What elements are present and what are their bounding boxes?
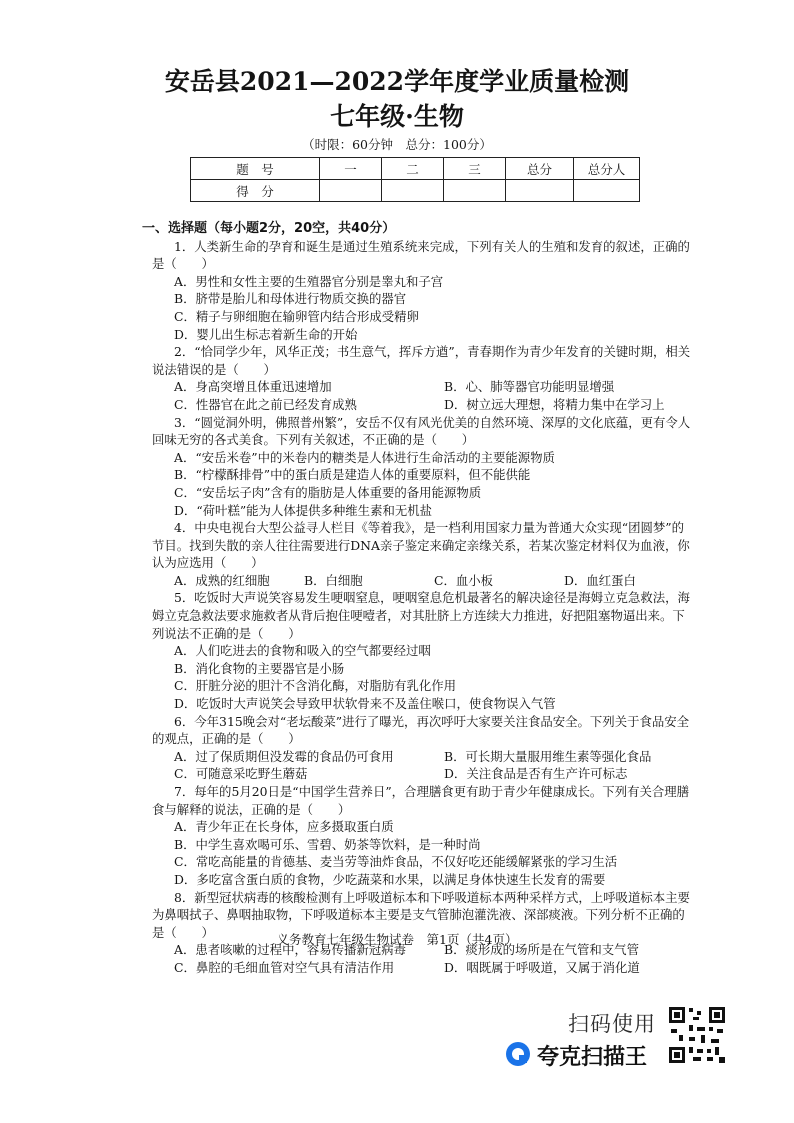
score-value-cell: [444, 180, 506, 202]
option-row: [152, 959, 692, 977]
option-b: B．“柠檬酥排骨”中的蛋白质是建造人体的重要原料，但不能供能: [174, 467, 531, 483]
option-c: C．常吃高能量的肯德基、麦当劳等油炸食品，不仅好吃还能缓解紧张的学习生活: [174, 854, 618, 870]
option-row: [152, 378, 692, 396]
option-d: D．婴儿出生标志着新生命的开始: [174, 326, 358, 342]
option-d: D．关注食品是否有生产许可标志: [444, 766, 628, 782]
score-header-cell: 三: [444, 158, 506, 180]
section-title: 一、选择题（每小题2分，20空，共40分）: [142, 221, 396, 236]
score-table: [190, 157, 640, 202]
option-row: [152, 748, 692, 766]
option-c: C．“安岳坛子肉”含有的脂肪是人体重要的备用能源物质: [174, 484, 482, 500]
option-b: B．消化食物的主要器官是小肠: [174, 660, 345, 676]
option-row: [152, 572, 692, 590]
question-4: [152, 519, 692, 589]
question-stem: 7．每年的5月20日是“中国学生营养日”，合理膳食更有助于青少年健康成长。下列有关合理膳食与解释的说法，正确的是（ ）: [152, 784, 690, 817]
question-6: [152, 713, 692, 783]
option-a: A．男性和女性主要的生殖器官分别是睾丸和子宫: [174, 273, 444, 289]
score-value-cell: [319, 180, 381, 202]
score-value-cell: [573, 180, 639, 202]
option-a: A．患者咳嗽的过程中，容易传播新冠病毒: [174, 942, 406, 958]
score-value-cell: 得 分: [191, 180, 320, 202]
option-c: C．可随意采吃野生蘑菇: [174, 766, 308, 782]
question-1: [152, 238, 692, 344]
exam-title: 安岳县2021—2022学年度学业质量检测: [164, 67, 630, 96]
score-header-cell: 总分: [506, 158, 574, 180]
quark-logo-icon: [505, 1041, 531, 1071]
option-d: D．咽既属于呼吸道，又属于消化道: [444, 959, 640, 975]
question-stem: 6．今年315晚会对“老坛酸菜”进行了曝光，再次呼吁大家要关注食品安全。下列关于食品安全的观点，正确的是（ ）: [152, 713, 690, 747]
question-5: [152, 589, 692, 712]
score-header-cell: 二: [382, 158, 444, 180]
score-table-header-row: [191, 158, 640, 180]
score-value-cell: [506, 180, 574, 202]
question-stem: 5．吃饭时大声说笑容易发生哽咽窒息，哽咽窒息危机最著名的解决途径是海姆立克急救法，海姆立克急救法要求施救者从背后抱住哽噎者，对其肚脐上方连续大力推进，好把阻塞物逼出来。下列说法不正确的是（ ）: [152, 590, 690, 641]
option-c: C．精子与卵细胞在输卵管内结合形成受精卵: [174, 308, 419, 324]
option-b: B．脐带是胎儿和母体进行物质交换的器官: [174, 291, 407, 307]
question-2: [152, 343, 692, 413]
option-a: A．“安岳米卷”中的米卷内的糖类是人体进行生命活动的主要能源物质: [174, 449, 555, 465]
question-stem: 4．中央电视台大型公益寻人栏目《等着我》，是一档利用国家力量为普通大众实现“团圆梦”的节目。找到失散的亲人往往需要进行DNA亲子鉴定来确定亲缘关系，若某次鉴定材料仅为血液，你认为应选用（ ）: [152, 520, 690, 571]
exam-content: [142, 220, 692, 977]
question-stem: 1．人类新生命的孕育和诞生是通过生殖系统来完成，下列有关人的生殖和发育的叙述，正确的是（ ）: [152, 238, 690, 272]
option-a: A．青少年正在长身体，应多摄取蛋白质: [174, 819, 394, 835]
option-c: C．鼻腔的毛细血管对空气具有清洁作用: [174, 959, 395, 975]
score-value-cell: [382, 180, 444, 202]
question-stem: 3．“圆觉洞外明，佛照普州繁”，安岳不仅有风光优美的自然环境、深厚的文化底蕴，更有令人回味无穷的各式美食。下列有关叙述，不正确的是（ ）: [152, 414, 691, 448]
score-header-cell: 题 号: [191, 158, 320, 180]
question-stem: 8．新型冠状病毒的核酸检测有上呼吸道标本和下呼吸道标本两种采样方式，上呼吸道标本主要为鼻咽拭子、鼻咽抽取物，下呼吸道标本主要是支气管肺泡灌洗液、深部痰液。下列分析不正确的是（ ）: [152, 889, 690, 940]
option-d: D．“荷叶糕”能为人体提供多种维生素和无机盐: [174, 502, 433, 518]
option-c: C．肝脏分泌的胆汁不含消化酶，对脂肪有乳化作用: [174, 678, 457, 694]
score-header-cell: 总分人: [573, 158, 639, 180]
exam-subtitle: 七年级·生物: [330, 102, 464, 131]
option-c: C．血小板: [434, 572, 494, 588]
option-b: B．痰形成的场所是在气管和支气管: [444, 942, 639, 958]
option-a: A．成熟的红细胞: [174, 572, 270, 588]
option-d: D．树立远大理想，将精力集中在学习上: [444, 396, 665, 412]
option-b: B．中学生喜欢喝可乐、雪碧、奶茶等饮料，是一种时尚: [174, 836, 481, 852]
page-footer: 义务教育七年级生物试卷 第1页（共4页）: [276, 932, 518, 947]
qr-code-icon[interactable]: [667, 1005, 727, 1065]
option-row: [152, 396, 692, 414]
exam-timing: （时限：60分钟 总分：100分）: [302, 137, 492, 152]
option-row: [152, 765, 692, 783]
option-c: C．性器官在此之前已经发育成熟: [174, 396, 357, 412]
option-d: D．血红蛋白: [564, 572, 636, 588]
option-d: D．吃饭时大声说笑会导致甲状软骨来不及盖住喉口，使食物误入气管: [174, 696, 556, 712]
option-a: A．过了保质期但没发霉的食品仍可食用: [174, 748, 394, 764]
question-stem: 2．“恰同学少年，风华正茂；书生意气，挥斥方遒”，青春期作为青少年发育的关键时期，相关说法错误的是（ ）: [152, 344, 691, 377]
score-table-value-row: [191, 180, 640, 202]
score-header-cell: 一: [319, 158, 381, 180]
option-d: D．多吃富含蛋白质的食物，少吃蔬菜和水果，以满足身体快速生长发育的需要: [174, 871, 606, 887]
option-b: B．白细胞: [304, 572, 363, 588]
brand-name: 夸克扫描王: [537, 1045, 648, 1070]
option-b: B．可长期大量服用维生素等强化食品: [444, 748, 652, 764]
option-a: A．身高突增且体重迅速增加: [174, 379, 332, 395]
question-7: [152, 783, 692, 889]
scanner-brand: [505, 1040, 647, 1071]
question-3: [152, 414, 692, 520]
option-b: B．心、肺等器官功能明显增强: [444, 379, 615, 395]
scan-to-use-label: 扫码使用: [568, 1012, 656, 1036]
option-a: A．人们吃进去的食物和吸入的空气都要经过咽: [174, 643, 431, 659]
